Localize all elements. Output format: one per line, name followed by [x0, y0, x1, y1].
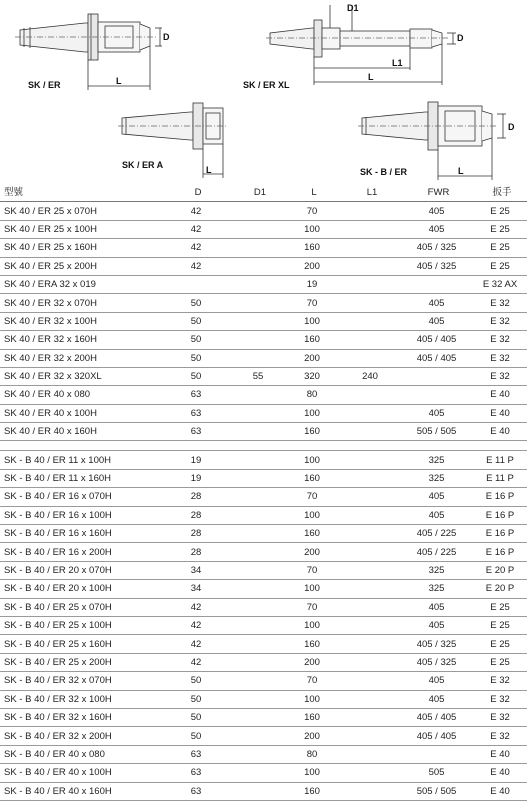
cell-wrench: E 40	[473, 745, 527, 763]
cell-model: SK 40 / ERA 32 x 019	[0, 275, 160, 293]
cell-model: SK - B 40 / ER 32 x 200H	[0, 727, 160, 745]
cell-wrench: E 32	[473, 367, 527, 385]
cell-l: 200	[284, 653, 340, 671]
table-row	[0, 220, 527, 238]
cell-l: 100	[284, 404, 340, 422]
cell-wrench: E 25	[473, 257, 527, 275]
cell-fwr: 405 / 325	[400, 257, 473, 275]
cell-model: SK 40 / ER 25 x 160H	[0, 239, 160, 257]
cell-d: 63	[160, 764, 232, 782]
cell-d: 63	[160, 404, 232, 422]
cell-d1	[232, 561, 284, 579]
cell-wrench: E 20 P	[473, 561, 527, 579]
cell-d1	[232, 202, 284, 220]
cell-wrench: E 20 P	[473, 580, 527, 598]
cell-d1	[232, 275, 284, 293]
cell-d: 42	[160, 220, 232, 238]
cell-fwr: 405 / 405	[400, 708, 473, 726]
table-row	[0, 331, 527, 349]
table-row	[0, 202, 527, 220]
cell-l: 160	[284, 525, 340, 543]
cell-fwr: 325	[400, 580, 473, 598]
cell-d1	[232, 488, 284, 506]
cell-d: 19	[160, 451, 232, 469]
cell-model: SK 40 / ER 25 x 200H	[0, 257, 160, 275]
table-row	[0, 349, 527, 367]
drawing-sk-er	[15, 14, 162, 90]
dim-l-sk-era: L	[206, 165, 212, 175]
table-row	[0, 616, 527, 634]
cell-l: 160	[284, 469, 340, 487]
cell-model: SK - B 40 / ER 16 x 200H	[0, 543, 160, 561]
dim-d-sk-b-er: D	[508, 122, 515, 132]
table-row	[0, 672, 527, 690]
table-row	[0, 506, 527, 524]
cell-fwr	[400, 745, 473, 763]
cell-fwr: 325	[400, 561, 473, 579]
cell-d: 50	[160, 349, 232, 367]
table-row	[0, 745, 527, 763]
cell-l: 160	[284, 708, 340, 726]
cell-l: 100	[284, 580, 340, 598]
cell-wrench: E 16 P	[473, 525, 527, 543]
cell-wrench: E 16 P	[473, 488, 527, 506]
cell-l: 160	[284, 635, 340, 653]
table-row	[0, 580, 527, 598]
cell-wrench: E 25	[473, 220, 527, 238]
cell-d1	[232, 764, 284, 782]
cell-l: 70	[284, 202, 340, 220]
table-row	[0, 690, 527, 708]
cell-wrench: E 32	[473, 672, 527, 690]
cell-d1	[232, 404, 284, 422]
cell-d1	[232, 690, 284, 708]
cell-d: 50	[160, 294, 232, 312]
cell-fwr: 405	[400, 488, 473, 506]
cell-d1	[232, 257, 284, 275]
cell-l: 80	[284, 745, 340, 763]
cell-wrench: E 32	[473, 312, 527, 330]
cell-model: SK - B 40 / ER 32 x 160H	[0, 708, 160, 726]
table-row	[0, 386, 527, 404]
cell-wrench: E 32 AX	[473, 275, 527, 293]
cell-l1	[340, 561, 400, 579]
cell-wrench: E 25	[473, 202, 527, 220]
cell-d1	[232, 525, 284, 543]
cell-d1	[232, 635, 284, 653]
cell-d: 42	[160, 598, 232, 616]
drawing-label-sk-era: SK / ER A	[122, 160, 164, 170]
cell-fwr: 405 / 325	[400, 635, 473, 653]
table-row	[0, 367, 527, 385]
cell-d1	[232, 672, 284, 690]
dim-l-sk-er: L	[116, 76, 122, 86]
separator-cell	[473, 441, 527, 451]
cell-d: 42	[160, 239, 232, 257]
cell-d1	[232, 451, 284, 469]
cell-wrench: E 25	[473, 239, 527, 257]
cell-l1	[340, 690, 400, 708]
cell-d: 19	[160, 469, 232, 487]
cell-model: SK - B 40 / ER 40 x 080	[0, 745, 160, 763]
cell-d: 42	[160, 202, 232, 220]
cell-model: SK - B 40 / ER 25 x 160H	[0, 635, 160, 653]
cell-model: SK - B 40 / ER 32 x 100H	[0, 690, 160, 708]
table-row	[0, 488, 527, 506]
cell-l1	[340, 349, 400, 367]
table-row	[0, 451, 527, 469]
cell-l1	[340, 782, 400, 800]
cell-l: 100	[284, 451, 340, 469]
cell-d1	[232, 616, 284, 634]
cell-model: SK 40 / ER 25 x 100H	[0, 220, 160, 238]
cell-d1	[232, 506, 284, 524]
cell-wrench: E 11 P	[473, 469, 527, 487]
cell-fwr: 405 / 405	[400, 349, 473, 367]
cell-d: 63	[160, 386, 232, 404]
cell-d1	[232, 386, 284, 404]
cell-d1	[232, 745, 284, 763]
cell-l: 80	[284, 386, 340, 404]
cell-wrench: E 32	[473, 690, 527, 708]
cell-wrench: E 25	[473, 653, 527, 671]
table-row	[0, 543, 527, 561]
technical-drawings-area	[0, 0, 527, 184]
cell-model: SK - B 40 / ER 16 x 160H	[0, 525, 160, 543]
cell-fwr: 405 / 325	[400, 653, 473, 671]
cell-fwr: 405	[400, 672, 473, 690]
cell-l1	[340, 635, 400, 653]
dim-d-sk-er: D	[163, 32, 170, 42]
cell-d: 42	[160, 257, 232, 275]
cell-model: SK - B 40 / ER 25 x 100H	[0, 616, 160, 634]
cell-wrench: E 32	[473, 294, 527, 312]
cell-l: 200	[284, 543, 340, 561]
cell-d1	[232, 349, 284, 367]
cell-wrench: E 16 P	[473, 506, 527, 524]
cell-fwr: 325	[400, 469, 473, 487]
cell-d: 34	[160, 580, 232, 598]
cell-l: 100	[284, 220, 340, 238]
cell-fwr: 405 / 405	[400, 727, 473, 745]
cell-wrench: E 16 P	[473, 543, 527, 561]
cell-model: SK - B 40 / ER 32 x 070H	[0, 672, 160, 690]
cell-fwr: 405 / 225	[400, 543, 473, 561]
cell-fwr: 405	[400, 506, 473, 524]
cell-d: 28	[160, 543, 232, 561]
cell-d: 50	[160, 690, 232, 708]
cell-d: 50	[160, 312, 232, 330]
cell-d1	[232, 580, 284, 598]
table-row	[0, 782, 527, 800]
cell-l1	[340, 525, 400, 543]
cell-d1	[232, 294, 284, 312]
cell-d: 42	[160, 635, 232, 653]
cell-d1	[232, 469, 284, 487]
dim-l1-sk-er-xl: L1	[392, 58, 403, 68]
cell-model: SK 40 / ER 25 x 070H	[0, 202, 160, 220]
cell-l1	[340, 672, 400, 690]
cell-model: SK - B 40 / ER 11 x 100H	[0, 451, 160, 469]
cell-d: 63	[160, 745, 232, 763]
cell-l: 320	[284, 367, 340, 385]
cell-l: 70	[284, 598, 340, 616]
cell-fwr: 405	[400, 404, 473, 422]
header-wrench: 扳手	[473, 184, 527, 202]
separator-cell	[340, 441, 400, 451]
dim-l-sk-er-xl: L	[368, 72, 374, 82]
cell-model: SK 40 / ER 40 x 080	[0, 386, 160, 404]
cell-model: SK 40 / ER 40 x 100H	[0, 404, 160, 422]
cell-d: 34	[160, 561, 232, 579]
separator-cell	[0, 441, 160, 451]
cell-fwr: 405	[400, 202, 473, 220]
cell-d: 50	[160, 727, 232, 745]
cell-d1	[232, 708, 284, 726]
header-fwr: FWR	[400, 184, 473, 202]
separator-cell	[284, 441, 340, 451]
cell-l: 100	[284, 506, 340, 524]
cell-d1	[232, 220, 284, 238]
cell-d1	[232, 653, 284, 671]
cell-l1	[340, 451, 400, 469]
cell-d1	[232, 312, 284, 330]
header-d1: D1	[232, 184, 284, 202]
table-row	[0, 764, 527, 782]
cell-l1	[340, 506, 400, 524]
cell-model: SK 40 / ER 32 x 160H	[0, 331, 160, 349]
cell-l1	[340, 312, 400, 330]
cell-l: 100	[284, 764, 340, 782]
drawing-label-sk-er: SK / ER	[28, 80, 61, 90]
cell-l: 200	[284, 257, 340, 275]
cell-l: 70	[284, 488, 340, 506]
group-separator	[0, 441, 527, 451]
cell-l: 19	[284, 275, 340, 293]
technical-drawings-svg	[0, 0, 527, 184]
cell-l1: 240	[340, 367, 400, 385]
cell-fwr: 405	[400, 598, 473, 616]
cell-fwr: 505 / 505	[400, 782, 473, 800]
cell-fwr: 325	[400, 451, 473, 469]
cell-d: 63	[160, 423, 232, 441]
cell-d: 28	[160, 506, 232, 524]
cell-d1	[232, 727, 284, 745]
cell-model: SK - B 40 / ER 20 x 070H	[0, 561, 160, 579]
cell-l1	[340, 239, 400, 257]
cell-wrench: E 32	[473, 708, 527, 726]
cell-model: SK - B 40 / ER 16 x 070H	[0, 488, 160, 506]
cell-l1	[340, 331, 400, 349]
cell-l: 100	[284, 312, 340, 330]
cell-d: 42	[160, 653, 232, 671]
dim-d-sk-er-xl: D	[457, 33, 464, 43]
cell-wrench: E 25	[473, 598, 527, 616]
drawing-label-sk-b-er: SK - B / ER	[360, 167, 408, 177]
cell-d1	[232, 331, 284, 349]
separator-cell	[232, 441, 284, 451]
cell-fwr: 405 / 225	[400, 525, 473, 543]
cell-model: SK - B 40 / ER 11 x 160H	[0, 469, 160, 487]
table-header-row	[0, 184, 527, 202]
drawing-label-sk-er-xl: SK / ER XL	[243, 80, 290, 90]
table-row	[0, 525, 527, 543]
cell-fwr	[400, 367, 473, 385]
cell-l1	[340, 543, 400, 561]
cell-d	[160, 275, 232, 293]
table-row	[0, 257, 527, 275]
cell-l: 160	[284, 331, 340, 349]
cell-l: 70	[284, 294, 340, 312]
cell-l1	[340, 294, 400, 312]
cell-d: 42	[160, 616, 232, 634]
cell-model: SK 40 / ER 32 x 070H	[0, 294, 160, 312]
cell-fwr: 405 / 405	[400, 331, 473, 349]
table-row	[0, 561, 527, 579]
cell-d: 28	[160, 488, 232, 506]
table-row	[0, 423, 527, 441]
cell-model: SK - B 40 / ER 25 x 070H	[0, 598, 160, 616]
cell-l1	[340, 653, 400, 671]
cell-l: 70	[284, 561, 340, 579]
cell-l1	[340, 708, 400, 726]
cell-wrench: E 40	[473, 404, 527, 422]
cell-l1	[340, 727, 400, 745]
table-body	[0, 202, 527, 801]
cell-d1	[232, 782, 284, 800]
cell-d: 28	[160, 525, 232, 543]
separator-cell	[160, 441, 232, 451]
cell-l1	[340, 598, 400, 616]
cell-d1	[232, 543, 284, 561]
cell-l: 200	[284, 727, 340, 745]
cell-l: 200	[284, 349, 340, 367]
cell-l1	[340, 202, 400, 220]
table-row	[0, 312, 527, 330]
cell-model: SK - B 40 / ER 25 x 200H	[0, 653, 160, 671]
cell-d: 63	[160, 782, 232, 800]
cell-l: 100	[284, 690, 340, 708]
cell-l1	[340, 386, 400, 404]
cell-fwr	[400, 386, 473, 404]
cell-l1	[340, 745, 400, 763]
table-row	[0, 727, 527, 745]
cell-l1	[340, 220, 400, 238]
table-row	[0, 294, 527, 312]
cell-l1	[340, 423, 400, 441]
cell-wrench: E 40	[473, 764, 527, 782]
cell-l1	[340, 275, 400, 293]
cell-model: SK - B 40 / ER 40 x 160H	[0, 782, 160, 800]
dim-d1-sk-er-xl: D1	[347, 3, 359, 13]
cell-model: SK 40 / ER 32 x 320XL	[0, 367, 160, 385]
cell-l1	[340, 764, 400, 782]
cell-fwr: 405	[400, 294, 473, 312]
table-row	[0, 598, 527, 616]
cell-model: SK - B 40 / ER 20 x 100H	[0, 580, 160, 598]
cell-model: SK 40 / ER 40 x 160H	[0, 423, 160, 441]
cell-d: 50	[160, 672, 232, 690]
cell-wrench: E 25	[473, 616, 527, 634]
cell-fwr: 505 / 505	[400, 423, 473, 441]
table-row	[0, 708, 527, 726]
header-l1: L1	[340, 184, 400, 202]
header-d: D	[160, 184, 232, 202]
cell-model: SK - B 40 / ER 16 x 100H	[0, 506, 160, 524]
cell-l1	[340, 488, 400, 506]
cell-l: 70	[284, 672, 340, 690]
header-l: L	[284, 184, 340, 202]
cell-fwr	[400, 275, 473, 293]
separator-cell	[400, 441, 473, 451]
cell-l1	[340, 580, 400, 598]
cell-model: SK 40 / ER 32 x 200H	[0, 349, 160, 367]
table-row	[0, 469, 527, 487]
cell-fwr: 405	[400, 616, 473, 634]
cell-wrench: E 40	[473, 386, 527, 404]
dim-l-sk-b-er: L	[458, 166, 464, 176]
table-row	[0, 635, 527, 653]
cell-fwr: 405	[400, 220, 473, 238]
cell-wrench: E 40	[473, 423, 527, 441]
cell-d1	[232, 598, 284, 616]
cell-d1	[232, 423, 284, 441]
cell-l1	[340, 616, 400, 634]
cell-l: 100	[284, 616, 340, 634]
cell-model: SK - B 40 / ER 40 x 100H	[0, 764, 160, 782]
cell-d: 50	[160, 708, 232, 726]
cell-wrench: E 32	[473, 349, 527, 367]
cell-l: 160	[284, 423, 340, 441]
cell-l1	[340, 257, 400, 275]
cell-d1: 55	[232, 367, 284, 385]
table-row	[0, 653, 527, 671]
cell-l: 160	[284, 782, 340, 800]
cell-fwr: 405	[400, 690, 473, 708]
cell-l1	[340, 404, 400, 422]
table-row	[0, 275, 527, 293]
cell-d: 50	[160, 367, 232, 385]
cell-wrench: E 11 P	[473, 451, 527, 469]
cell-d1	[232, 239, 284, 257]
cell-wrench: E 40	[473, 782, 527, 800]
header-model: 型號	[0, 184, 160, 202]
table-row	[0, 404, 527, 422]
spec-table	[0, 184, 527, 801]
cell-fwr: 405 / 325	[400, 239, 473, 257]
cell-model: SK 40 / ER 32 x 100H	[0, 312, 160, 330]
drawing-sk-er-xl	[266, 5, 456, 85]
cell-l1	[340, 469, 400, 487]
cell-wrench: E 32	[473, 727, 527, 745]
table-row	[0, 239, 527, 257]
cell-l: 160	[284, 239, 340, 257]
cell-d: 50	[160, 331, 232, 349]
cell-wrench: E 25	[473, 635, 527, 653]
cell-fwr: 505	[400, 764, 473, 782]
cell-wrench: E 32	[473, 331, 527, 349]
cell-fwr: 405	[400, 312, 473, 330]
